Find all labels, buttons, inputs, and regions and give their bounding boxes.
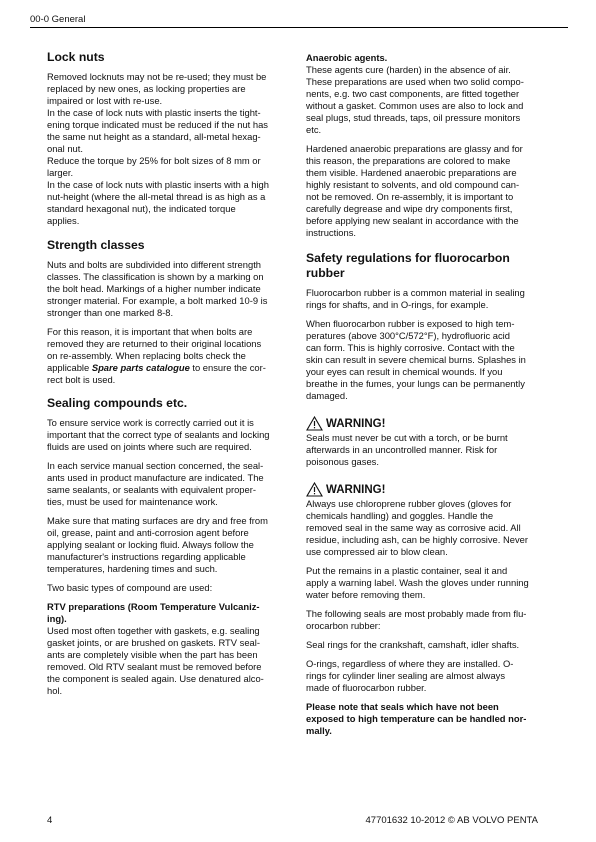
right-column xyxy=(306,52,538,744)
section-title: 00-0 General xyxy=(30,14,86,25)
page-number: 4 xyxy=(47,815,53,826)
strength-text-1: Nuts and bolts are subdivided into different strength classes. The classification is shown by a marking on the bolt head. Markings of a higher number indicate stronger material. For example, a bolt marked 10-9 is stronger than one marked 8-8. xyxy=(47,259,268,318)
lock-nuts-text: Removed locknuts may not be re-used; they must be replaced by new ones, as locking properties are impaired or lost with re-use. In the case of lock nuts with plastic inserts the tight- ening torque indicated must be reduced if the nut has the same nut height as a standard, all-metal hexag- onal nut. Reduce the torque by 25% for bolt sizes of 8 mm or larger. In the case of lock nuts with plastic inserts with a high nut-height (where the all-metal thread is as high as a standard hexagonal nut), the indicated torque applies. xyxy=(47,71,269,226)
heading-lock-nuts: Lock nuts xyxy=(47,50,105,64)
rtv-heading: RTV preparations (Room Temperature Vulcaniz- ing). xyxy=(47,601,260,624)
rtv-block xyxy=(47,601,291,697)
sealing-text-1: To ensure service work is correctly carried out it is important that the correct type of sealants and locking fluids are used on joints where such are required. xyxy=(47,417,270,452)
sealing-text-4: Two basic types of compound are used: xyxy=(47,582,213,593)
anaerobic-text-2: Hardened anaerobic preparations are glassy and for this reason, the preparations are colored to make them visible. Hardened anaerobic preparations are highly resistant to solvents, and old compound can- not be removed. On re-assembly, it is important to carefully degrease and wipe dry components first, before applying new sealant in accordance with the instructions. xyxy=(306,143,523,238)
heading-safety-fluorocarbon: Safety regulations for fluorocarbon rubber xyxy=(306,251,510,280)
spare-parts-catalogue-ref: Spare parts catalogue xyxy=(91,362,190,373)
fluoro-text-2: When fluorocarbon rubber is exposed to high tem- peratures (above 300°C/572°F), hydrofluoric acid can form. This is highly corrosive. Contact with the skin can result in severe chemical burns. Splashes in your eyes can result in chemical wounds. If you breathe in the fumes, your lungs can be permanently damaged. xyxy=(306,318,526,401)
rtv-text: Used most often together with gaskets, e.g. sealing gasket joints, or are brushed on gaskets. RTV seal- ants are completely visible when the part has been removed. Old RTV sealant must be removed before the component is sealed again. Use denatured alco- hol. xyxy=(47,625,264,696)
sealing-text-3: Make sure that mating surfaces are dry and free from oil, grease, paint and anti-corrosion agent before applying sealant or locking fluid. Always follow the manufacturer's instructions regarding applicable temperatures, hardening times and such. xyxy=(47,515,268,574)
fluoro-text-1: Fluorocarbon rubber is a common material in sealing rings for shafts, and in O-rings, for example. xyxy=(306,287,525,310)
strength-text-2: For this reason, it is important that when bolts are removed they are returned to their original locations on re-assembly. When replacing bolts check the applicable Spare parts catalogue to ensure the cor- rect bolt is used. xyxy=(47,326,266,385)
warning-text-1: Seals must never be cut with a torch, or be burnt afterwards in an uncontrolled manner. Risk for poisonous gases. xyxy=(306,432,508,467)
following-text: The following seals are most probably made from flu- orocarbon rubber: xyxy=(306,608,527,631)
note-text: Please note that seals which have not been exposed to high temperature can be handled nor- mally. xyxy=(306,701,527,736)
warning-title-1: WARNING! xyxy=(306,416,538,431)
orings-text: O-rings, regardless of where they are installed. O- rings for cylinder liner sealing are almost always made of fluorocarbon rubber. xyxy=(306,658,514,693)
remains-text: Put the remains in a plastic container, seal it and apply a warning label. Wash the gloves under running water before removing them. xyxy=(306,565,529,600)
anaerobic-heading: Anaerobic agents. xyxy=(306,52,388,63)
copyright: 47701632 10-2012 © AB VOLVO PENTA xyxy=(365,815,538,826)
seal-rings-text: Seal rings for the crankshaft, camshaft, idler shafts. xyxy=(306,639,520,650)
heading-sealing-compounds: Sealing compounds etc. xyxy=(47,396,188,410)
anaerobic-block: Anaerobic agents. These agents cure (harden) in the absence of air. These preparations are used when two solid compo- nents, e.g. two cast components, are fitted together without a gasket. Common uses are also to lock and seal plugs, stud threads, taps, oil pressure monitors etc. xyxy=(306,52,524,135)
page-header xyxy=(30,13,568,28)
warning-triangle-icon xyxy=(306,482,323,497)
sealing-text-2: In each service manual section concerned, the seal- ants used in product manufacture are indicated. The same sealants, or sealants with equivalent proper- ties, must be used for maintenance work. xyxy=(47,460,264,507)
warning-triangle-icon xyxy=(306,416,323,431)
heading-strength-classes: Strength classes xyxy=(47,238,145,252)
left-column xyxy=(47,50,291,704)
warning-title-2: WARNING! xyxy=(306,482,538,497)
warning-text-2: Always use chloroprene rubber gloves (gloves for chemicals handling) and goggles. Handle the removed seal in the same way as corrosive acid. All residue, including ash, can be highly corrosive. Never use compressed air to blow clean. xyxy=(306,498,528,557)
